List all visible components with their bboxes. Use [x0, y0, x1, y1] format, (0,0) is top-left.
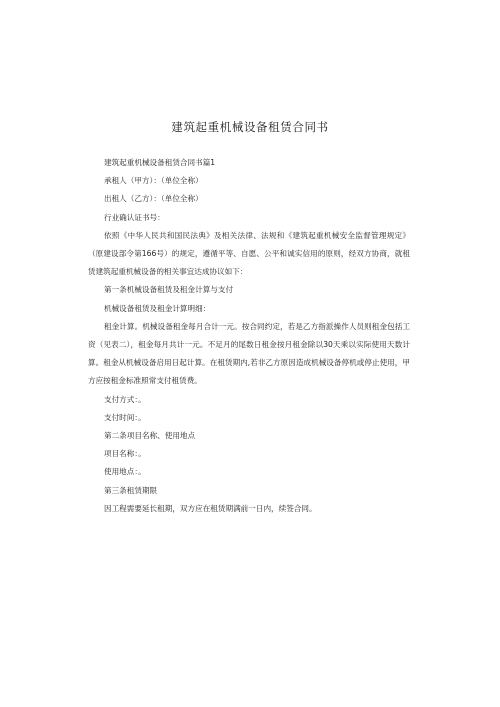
- rental-detail-paragraph: 机械设备租赁及租金计算明细：: [104, 303, 211, 313]
- payment-time-paragraph: 支付时间：。: [104, 412, 146, 422]
- location-paragraph: 使用地点：。: [104, 467, 146, 477]
- preamble-paragraph: 依照《中华人民共和国民法典》及相关法律、法规和《建筑起重机械安全监督管理规定》（原建设部令第166号）的规定，遵循平等、自愿、公平和诚实信用的原则，经双方协商，就租赁建筑起重机械设备的相关事宜达成协议如下：: [88, 230, 410, 277]
- project-name-paragraph: 项目名称：。: [104, 449, 146, 459]
- document-body: [88, 154, 410, 518]
- rent-calculation-paragraph: 租金计算。机械设备租金每月合计一元。按合同约定，若是乙方指派操作人员则租金包括工资（见表二），租金每月共计一元。不足月的尾数日租金按月租金除以30天乘以实际使用天数计算。租金从机械设备启用日起计算。在租赁期内,若非乙方原因造成机械设备停机或停止使用，甲方应按租金标准照常支付租赁费。: [88, 321, 410, 386]
- lease-extension-paragraph: 因工程需要延长租期，双方应在租赁期满前一日内，续签合同。: [104, 503, 317, 513]
- license-paragraph: 行业确认证书号：: [104, 212, 165, 222]
- subtitle-paragraph: 建筑起重机械设备租赁合同书篇1: [104, 158, 216, 167]
- document-title: 建筑起重机械设备租赁合同书: [171, 120, 329, 134]
- section-heading: 第三条租赁期限: [104, 485, 158, 495]
- lessee-paragraph: 承租人（甲方）：（单位全称）: [104, 176, 203, 186]
- section-heading: 第一条机械设备租赁及租金计算与支付: [104, 285, 234, 295]
- payment-method-paragraph: 支付方式：。: [104, 394, 146, 404]
- section-heading: 第二条项目名称、使用地点: [104, 431, 196, 441]
- lessor-paragraph: 出租人（乙方）：（单位全称）: [104, 194, 203, 204]
